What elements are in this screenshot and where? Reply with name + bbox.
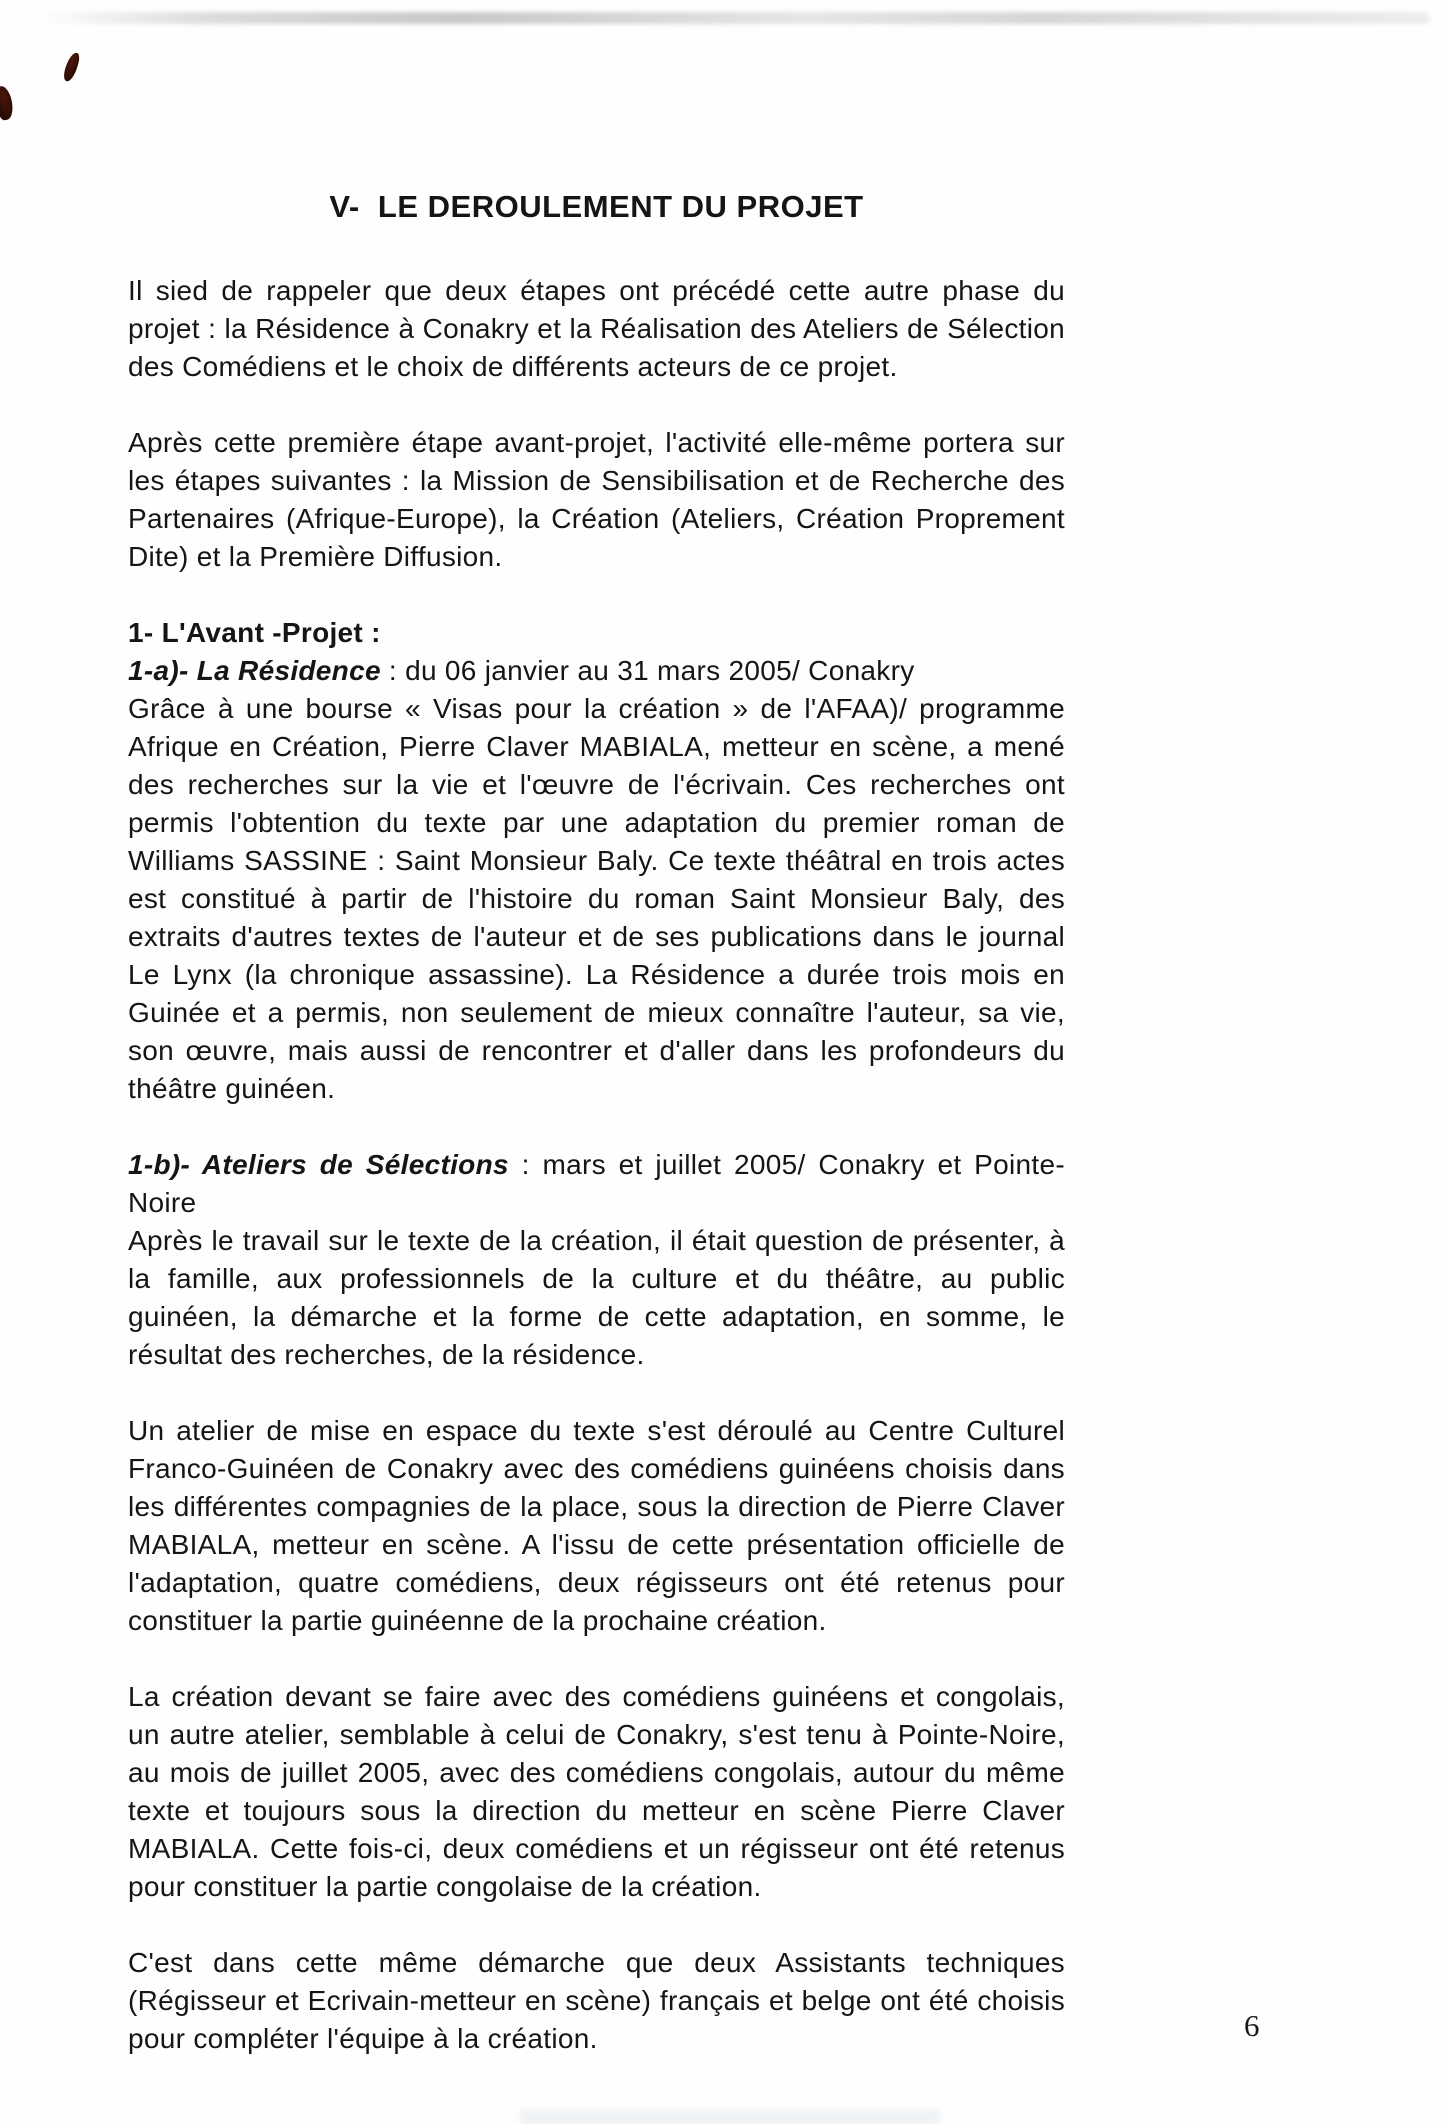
paragraph-residence: Grâce à une bourse « Visas pour la création » de l'AFAA)/ programme Afrique en Création, Pierre Claver MABIALA, metteur en scène, a mené des recherches sur la vie et l'œuvre de l'écrivain. Ces recherches ont permis l'obtention du texte par une adaptation du premier roman de Williams SASSINE : Saint Monsieur Baly. Ce texte théâtral en trois actes est constitué à partir de l'histoire du roman Saint Monsieur Baly, des extraits d'autres textes de l'auteur et de ses publications dans le journal Le Lynx (la chronique assassine). La Résidence a durée trois mois en Guinée et a permis, non seulement de mieux connaître l'auteur, sa vie, son œuvre, mais aussi de rencontrer et d'aller dans les profondeurs du théâtre guinéen. — [128, 693, 1065, 1104]
page-title: V- LE DEROULEMENT DU PROJET — [329, 189, 864, 224]
scan-streak-artifact — [40, 12, 1430, 24]
paragraph-assistants: C'est dans cette même démarche que deux Assistants techniques (Régisseur et Ecrivain-metteur en scène) français et belge ont été choisis pour compléter l'équipe à la création. — [128, 1947, 1065, 2054]
document-body — [128, 188, 1065, 2096]
subsection-residence-label: 1-a)- La Résidence — [128, 655, 381, 686]
ink-blot-artifact — [0, 85, 15, 122]
paragraph-atelier-conakry: Un atelier de mise en espace du texte s'est déroulé au Centre Culturel Franco-Guinéen de Conakry avec des comédiens guinéens choisis dans les différentes compagnies de la place, sous la direction de Pierre Claver MABIALA, metteur en scène. A l'issu de cette présentation officielle de l'adaptation, quatre comédiens, deux régisseurs ont été retenus pour constituer la partie guinéenne de la prochaine création. — [128, 1415, 1065, 1636]
ink-blot-artifact — [62, 51, 82, 83]
subsection-residence-titleline — [128, 652, 1065, 690]
paragraph-intro-2: Après cette première étape avant-projet, l'activité elle-même portera sur les étapes suivantes : la Mission de Sensibilisation et de Recherche des Partenaires (Afrique-Europe), la Création (Ateliers, Création Proprement Dite) et la Première Diffusion. — [128, 427, 1065, 572]
paragraph-ateliers: Après le travail sur le texte de la création, il était question de présenter, à la famille, aux professionnels de la culture et du théâtre, au public guinéen, la démarche et la forme de cette adaptation, en somme, le résultat des recherches, de la résidence. — [128, 1225, 1065, 1370]
scan-shade-artifact — [520, 2110, 940, 2124]
subsection-ateliers-titleline — [128, 1146, 1065, 1222]
subsection-residence — [128, 652, 1065, 1108]
paragraph-intro-1: Il sied de rappeler que deux étapes ont précédé cette autre phase du projet : la Résidence à Conakry et la Réalisation des Ateliers de Sélection des Comédiens et le choix de différents acteurs de ce projet. — [128, 275, 1065, 382]
subsection-ateliers-dates: : mars et juillet 2005/ Conakry et Pointe-Noire — [128, 1149, 1065, 1218]
subsection-ateliers-label: 1-b)- Ateliers de Sélections — [128, 1149, 509, 1180]
page-number: 6 — [1244, 2008, 1260, 2043]
subsection-residence-dates: : du 06 janvier au 31 mars 2005/ Conakry — [380, 655, 915, 686]
paragraph-atelier-pointe-noire: La création devant se faire avec des comédiens guinéens et congolais, un autre atelier, semblable à celui de Conakry, s'est tenu à Pointe-Noire, au mois de juillet 2005, avec des comédiens congolais, autour du même texte et toujours sous la direction du metteur en scène Pierre Claver MABIALA. Cette fois-ci, deux comédiens et un régisseur ont été retenus pour constituer la partie congolaise de la création. — [128, 1681, 1065, 1902]
section-heading-avant-projet: 1- L'Avant -Projet : — [128, 617, 381, 648]
subsection-ateliers — [128, 1146, 1065, 1374]
